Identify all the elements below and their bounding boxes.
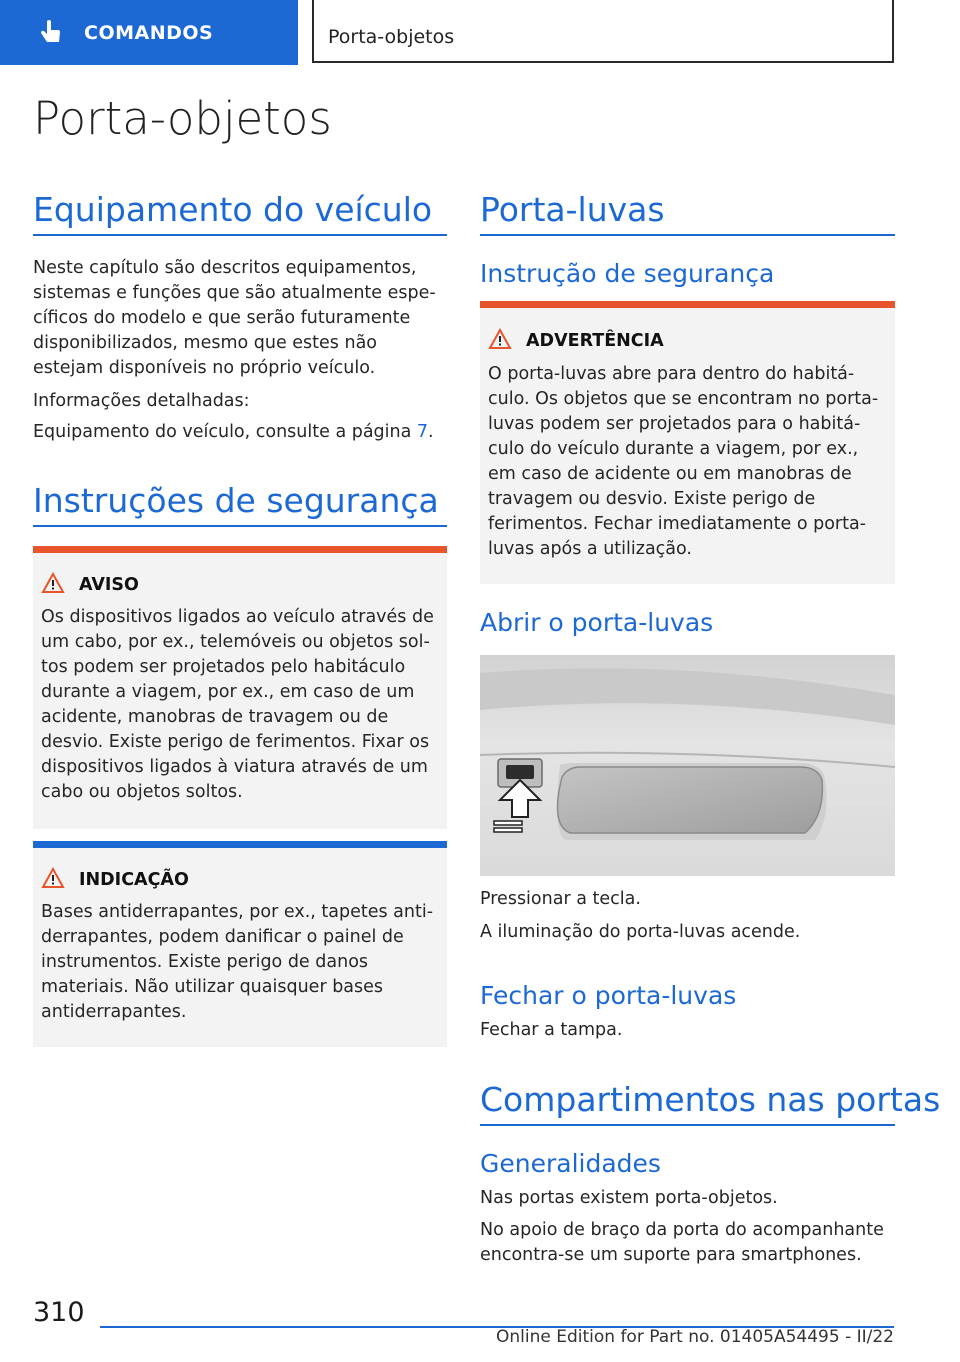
footer-edition: Online Edition for Part no. 01405A54495 - II/22 — [495, 1327, 894, 1347]
indicacao-title-row — [41, 867, 189, 893]
heading-close-glovebox: Fechar o porta-luvas — [480, 981, 737, 1010]
advertencia-title-row — [488, 328, 664, 354]
indicacao-title: INDICAÇÃO — [79, 870, 189, 890]
heading-rule — [480, 234, 895, 236]
info-label: Informações detalhadas: — [33, 391, 250, 411]
indicacao-bar — [33, 841, 447, 848]
info-reference — [33, 420, 447, 445]
advertencia-bar — [480, 301, 895, 308]
hand-pointer-icon — [30, 13, 70, 53]
heading-safety: Instruções de segurança — [33, 481, 439, 520]
page-number: 310 — [33, 1297, 85, 1328]
heading-rule — [33, 525, 447, 527]
advertencia-box — [480, 301, 895, 584]
info-ref-text: Equipamento do veículo, consulte a página — [33, 422, 417, 442]
chapter-tab[interactable] — [0, 0, 298, 65]
page-title: Porta-objetos — [33, 92, 332, 145]
equipment-paragraph: Neste capítulo são descritos equipamentos, sistemas e funções que são atualmente específicos do modelo e que serão futuramente disponibilizados, mesmo que estes não estejam disponíveis no próprio veículo. — [33, 258, 436, 378]
glovebox-photo — [480, 655, 895, 876]
heading-glovebox: Porta-luvas — [480, 190, 665, 229]
indicacao-box — [33, 841, 447, 1047]
general-text-2: No apoio de braço da porta do acompanhante encontra-se um suporte para smartphones. — [480, 1220, 884, 1265]
page-link[interactable]: 7 — [416, 422, 429, 442]
aviso-text: Os dispositivos ligados ao veículo através de um cabo, por ex., telemóveis ou objetos soltos podem ser projetados pelo habitáculo durante a viagem, por ex., em caso de um acidente, manobras de travagem ou de desvio. Existe perigo de ferimentos. Fixar os dispositivos ligados à viatura através de um cabo ou objetos soltos. — [41, 607, 434, 802]
chapter-tab-label: COMANDOS — [84, 21, 214, 44]
indicacao-text: Bases antiderrapantes, por ex., tapetes antiderrapantes, podem danificar o painel de instrumentos. Existe perigo de danos materiais. Não utilizar quaisquer bases antiderrapantes. — [41, 902, 434, 1022]
heading-door-compartments: Compartimentos nas portas — [480, 1080, 941, 1119]
aviso-title-row — [41, 572, 139, 598]
advertencia-text: O porta-luvas abre para dentro do habitáculo. Os objetos que se encontram no porta-luvas podem ser projetados para o habitáculo do veículo durante a viagem, por ex., em caso de acidente ou em manobras de travagem ou desvio. Existe perigo de ferimentos. Fechar imediatamente o porta-luvas após a utilização. — [488, 364, 879, 559]
general-text-1: Nas portas existem porta-objetos. — [480, 1188, 778, 1208]
aviso-bar — [33, 546, 447, 553]
open-step-1: Pressionar a tecla. — [480, 889, 641, 909]
close-text: Fechar a tampa. — [480, 1020, 623, 1040]
heading-rule — [480, 1124, 895, 1126]
section-header — [312, 0, 894, 63]
advertencia-title: ADVERTÊNCIA — [526, 331, 664, 351]
warning-triangle-icon — [41, 572, 65, 598]
heading-rule — [33, 234, 447, 236]
warning-triangle-icon — [488, 328, 512, 354]
heading-equipment: Equipamento do veículo — [33, 190, 433, 229]
heading-glovebox-safety: Instrução de segurança — [480, 259, 775, 288]
info-ref-end: . — [428, 422, 434, 442]
heading-general: Generalidades — [480, 1149, 661, 1178]
warning-triangle-icon — [41, 867, 65, 893]
aviso-title: AVISO — [79, 575, 139, 595]
open-step-2: A iluminação do porta-luvas acende. — [480, 922, 801, 942]
aviso-box — [33, 546, 447, 829]
section-header-label: Porta-objetos — [328, 26, 455, 48]
heading-open-glovebox: Abrir o porta-luvas — [480, 608, 714, 637]
